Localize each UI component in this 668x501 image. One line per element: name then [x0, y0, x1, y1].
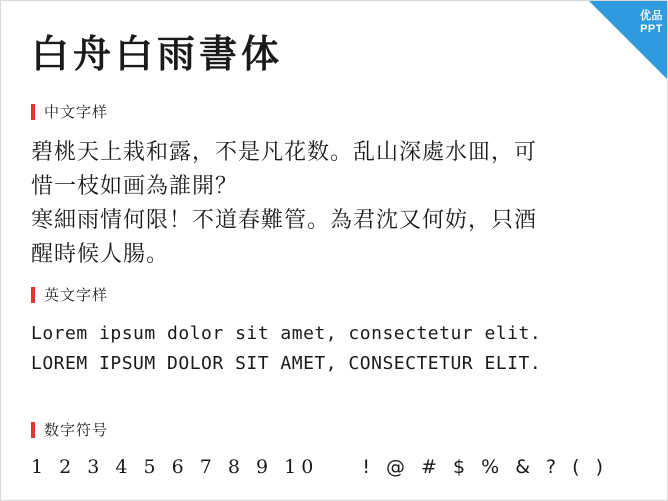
- section-heading-english: [31, 284, 643, 305]
- chinese-sample-line: 碧桃天上栽和露，不是凡花数。乱山深處水囬，可: [31, 140, 538, 165]
- section-chinese-sample: [31, 101, 643, 272]
- chinese-sample-line: 寒細雨情何限！不道春難管。為君沈又何妨，只酒: [31, 208, 538, 233]
- chinese-sample-line: 醒時候人腸。: [31, 242, 170, 267]
- section-english-sample: [31, 284, 643, 379]
- ribbon-label-line1: 优品: [640, 10, 663, 22]
- section-title-chinese: 中文字样: [44, 103, 109, 121]
- page-title: 白舟白雨書体: [31, 32, 284, 76]
- corner-ribbon: [589, 1, 667, 79]
- digits-sample: 1 2 3 4 5 6 7 8 9 10: [31, 456, 319, 478]
- english-sample-line: LOREM IPSUM DOLOR SIT AMET, CONSECTETUR ELIT.: [31, 353, 542, 374]
- section-numbers-symbols: [31, 419, 643, 480]
- ribbon-label-line2: PPT: [640, 23, 663, 35]
- section-heading-chinese: [31, 101, 643, 122]
- english-sample-line: Lorem ipsum dolor sit amet, consectetur elit.: [31, 323, 542, 344]
- accent-bar-icon: [31, 104, 35, 120]
- english-sample-text: [31, 319, 643, 379]
- ribbon-label: [603, 10, 663, 36]
- symbols-sample: ! @ # $ % & ? ( ): [362, 456, 609, 478]
- numbers-symbols-row: [31, 454, 643, 480]
- accent-bar-icon: [31, 287, 35, 303]
- section-heading-numbers: [31, 419, 643, 440]
- section-title-numbers: 数字符号: [44, 421, 109, 439]
- chinese-sample-text: [31, 136, 643, 272]
- accent-bar-icon: [31, 422, 35, 438]
- chinese-sample-line: 惜一枝如画為誰開？: [31, 174, 239, 199]
- ribbon-triangle: [589, 1, 667, 79]
- section-title-english: 英文字样: [44, 286, 109, 304]
